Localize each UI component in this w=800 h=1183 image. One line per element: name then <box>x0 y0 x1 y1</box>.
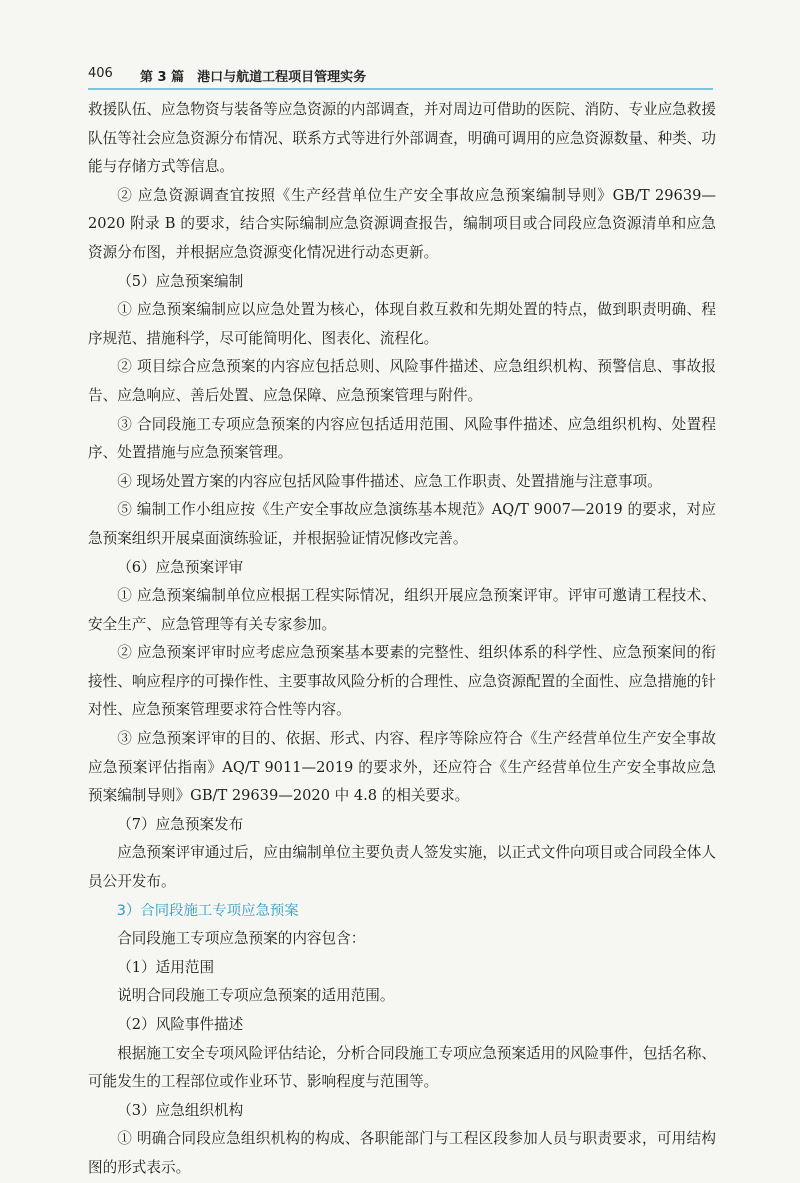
page-number: 406 <box>88 66 113 81</box>
paragraph: ① 应急预案编制应以应急处置为核心，体现自救互救和先期处置的特点，做到职责明确、程序规范、措施科学，尽可能简明化、图表化、流程化。 <box>88 301 716 347</box>
part-title: 第 3 篇 港口与航道工程项目管理实务 <box>140 70 367 85</box>
paragraph: 救援队伍、应急物资与装备等应急资源的内部调查，并对周边可借助的医院、消防、专业应急救援队伍等社会应急资源分布情况、联系方式等进行外部调查，明确可调用的应急资源数量、种类、功能与存储方式等信息。 <box>88 101 716 176</box>
running-head <box>88 64 718 84</box>
paragraph: ① 明确合同段应急组织机构的构成、各职能部门与工程区段参加人员与职责要求，可用结构图的形式表示。 <box>88 1130 716 1176</box>
subsection-heading: （2）风险事件描述 <box>117 1016 244 1033</box>
section-title: 3）合同段施工专项应急预案 <box>116 902 299 919</box>
paragraph: ② 应急预案评审时应考虑应急预案基本要素的完整性、组织体系的科学性、应急预案间的衔接性、响应程序的可操作性、主要事故风险分析的合理性、应急资源配置的全面性、应急措施的针对性、应急预案管理要求符合性等内容。 <box>88 644 716 719</box>
paragraph: 说明合同段施工专项应急预案的适用范围。 <box>117 987 395 1005</box>
paragraph: ① 应急预案编制单位应根据工程实际情况，组织开展应急预案评审。评审可邀请工程技术、安全生产、应急管理等有关专家参加。 <box>88 587 716 633</box>
header-rule <box>88 88 713 90</box>
subsection-heading: （7）应急预案发布 <box>117 815 244 833</box>
paragraph: 应急预案评审通过后，应由编制单位主要负责人签发实施，以正式文件向项目或合同段全体人员公开发布。 <box>88 844 716 891</box>
subsection-heading: （3）应急组织机构 <box>117 1101 244 1119</box>
paragraph: ④ 现场处置方案的内容应包括风险事件描述、应急工作职责、处置措施与注意事项。 <box>117 472 662 490</box>
paragraph: ③ 合同段施工专项应急预案的内容应包括适用范围、风险事件描述、应急组织机构、处置程序、处置措施与应急预案管理。 <box>88 415 716 462</box>
paragraph: ⑤ 编制工作小组应按《生产安全事故应急演练基本规范》AQ/T 9007—2019 的要求，对应急预案组织开展桌面演练验证，并根据验证情况修改完善。 <box>88 501 716 547</box>
paragraph: ② 项目综合应急预案的内容应包括总则、风险事件描述、应急组织机构、预警信息、事故报告、应急响应、善后处置、应急保障、应急预案管理与附件。 <box>88 358 716 404</box>
paragraph: 合同段施工专项应急预案的内容包含： <box>117 930 366 948</box>
subsection-heading: （1）适用范围 <box>117 958 215 976</box>
paragraph: ③ 应急预案评审的目的、依据、形式、内容、程序等除应符合《生产经营单位生产安全事故应急预案评估指南》AQ/T 9011—2019 的要求外，还应符合《生产经营单位生产安全事故应急预案编制导则》GB/T 29639—2020 中 4.8 的相关要求。 <box>88 730 716 805</box>
subsection-heading: （6）应急预案评审 <box>117 558 244 576</box>
paragraph: 根据施工安全专项风险评估结论，分析合同段施工专项应急预案适用的风险事件，包括名称、可能发生的工程部位或作业环节、影响程度与范围等。 <box>88 1044 716 1091</box>
body-text <box>88 96 716 1183</box>
subsection-heading: （5）应急预案编制 <box>117 272 244 290</box>
paragraph: ② 应急资源调查宜按照《生产经营单位生产安全事故应急预案编制导则》GB/T 29639—2020 附录 B 的要求，结合实际编制应急资源调查报告，编制项目或合同段应急资源清单和应急资源分布图，并根据应急资源变化情况进行动态更新。 <box>88 186 716 261</box>
